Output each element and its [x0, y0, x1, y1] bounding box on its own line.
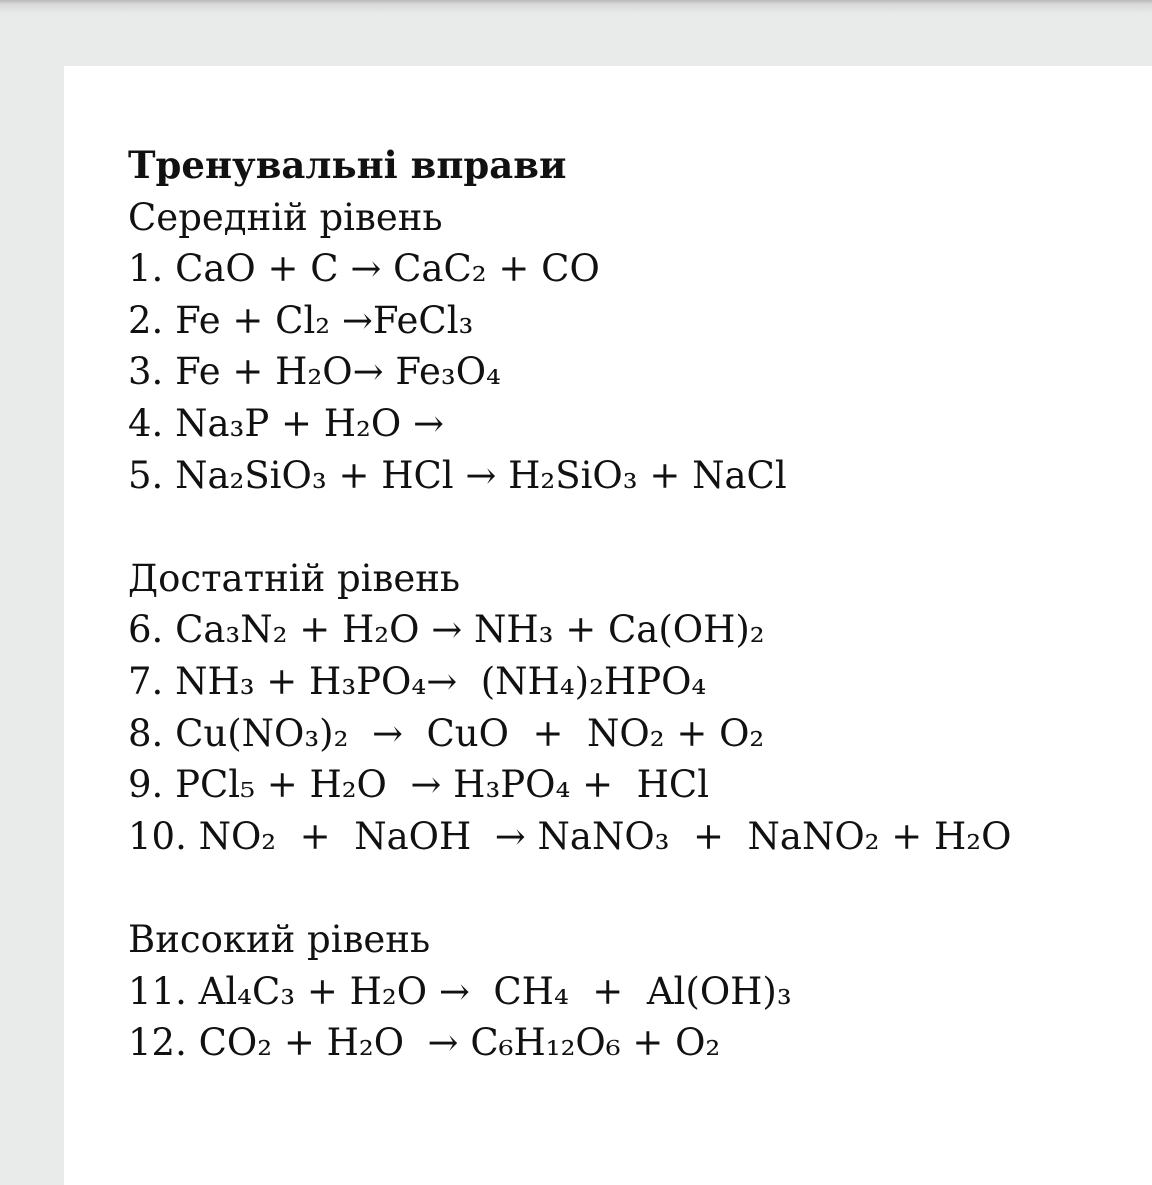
equation-6: 6. Ca₃N₂ + H₂O → NH₃ + Ca(OH)₂ — [128, 608, 765, 652]
equation-1: 1. CaO + C → CaC₂ + CO — [128, 247, 600, 291]
equation-4: 4. Na₃P + H₂O → — [128, 401, 444, 445]
section-spacer — [128, 501, 1128, 553]
window-top-shadow — [0, 0, 1152, 14]
equation-12: 12. CO₂ + H₂O → C₆H₁₂O₆ + O₂ — [128, 1021, 721, 1065]
equation-8: 8. Cu(NO₃)₂ → CuO + NO₂ + O₂ — [128, 711, 765, 755]
section-spacer — [128, 862, 1128, 914]
document-title: Тренувальні вправи — [128, 143, 567, 187]
section-heading-high: Високий рівень — [128, 917, 431, 961]
section-heading-medium: Середній рівень — [128, 195, 443, 239]
equation-5: 5. Na₂SiO₃ + HCl → H₂SiO₃ + NaCl — [128, 453, 787, 497]
equation-9: 9. PCl₅ + H₂O → H₃PO₄ + HCl — [128, 763, 710, 807]
equation-10: 10. NO₂ + NaOH → NaNO₃ + NaNO₂ + H₂O — [128, 814, 1012, 858]
equation-11: 11. Al₄C₃ + H₂O → CH₄ + Al(OH)₃ — [128, 969, 792, 1013]
document-page — [64, 66, 1152, 1185]
section-heading-sufficient: Достатній рівень — [128, 556, 461, 600]
document-content — [128, 140, 1128, 1069]
equation-3: 3. Fe + H₂O→ Fe₃O₄ — [128, 350, 501, 394]
equation-2: 2. Fe + Cl₂ →FeCl₃ — [128, 298, 474, 342]
equation-7: 7. NH₃ + H₃PO₄→ (NH₄)₂HPO₄ — [128, 659, 707, 703]
